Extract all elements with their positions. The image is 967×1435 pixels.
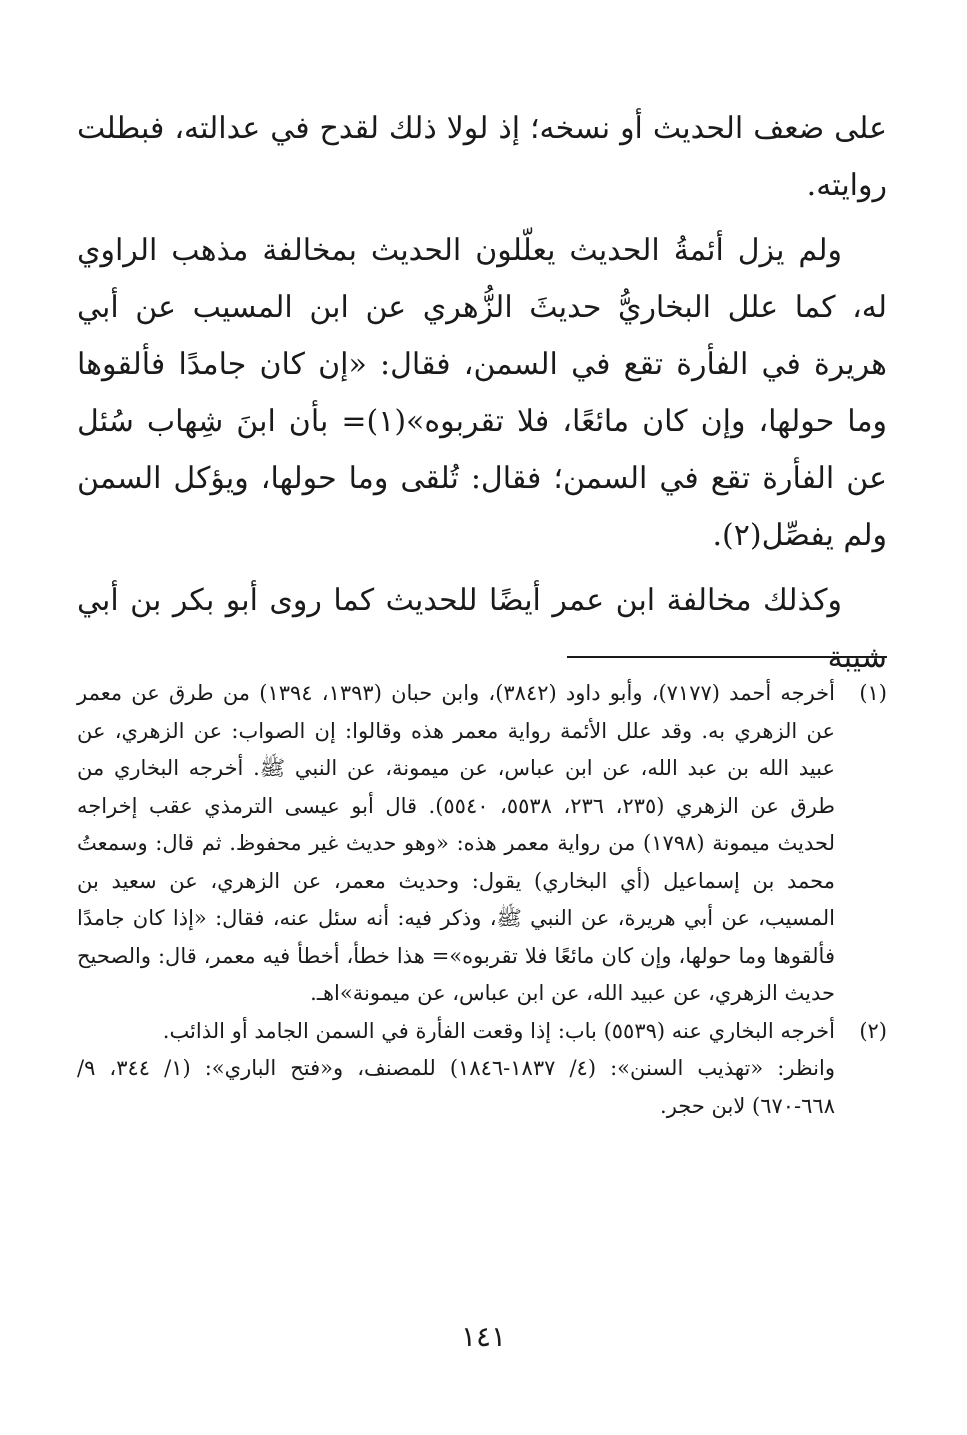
footnote-separator: [567, 656, 887, 658]
paragraph-1: على ضعف الحديث أو نسخه؛ إذ لولا ذلك لقدح في عدالته، فبطلت روايته.: [77, 111, 887, 203]
footnote-number: (١): [859, 681, 887, 705]
footnote-number: (٢): [859, 1018, 887, 1043]
main-text: [77, 100, 887, 686]
paragraph-2: ولم يزل أئمةُ الحديث يعلّلون الحديث بمخالفة مذهب الراوي له، كما علل البخاريُّ حديثَ الزُّهري عن ابن المسيب عن أبي هريرة في الفأرة تقع في السمن، فقال: «إن كان جامدًا فألقوها وما حولها، وإن كان مائعًا، فلا تقربوه»(١)= بأن ابنَ شِهاب سُئل عن الفأرة تقع في السمن؛ فقال: تُلقى وما حولها، ويؤكل السمن ولم يفصِّل(٢).: [77, 233, 887, 553]
footnote-body: [77, 675, 835, 1013]
page-number: ١٤١: [460, 1320, 507, 1353]
footnote-text: أخرجه البخاري عنه (٥٥٣٩) باب: إذا وقعت الفأرة في السمن الجامد أو الذائب.: [162, 1018, 835, 1043]
footnote-1: [77, 675, 887, 1013]
footnote-text: وانظر: «تهذيب السنن»: (٤/ ١٨٣٧-١٨٤٦) للمصنف، و«فتح الباري»: (١/ ٣٤٤، ٩/ ٦٦٨-٦٧٠) لابن حجر.: [77, 1056, 835, 1118]
footnotes: [77, 675, 887, 1125]
footnote-2: [77, 1013, 887, 1126]
footnote-text: أخرجه أحمد (٧١٧٧)، وأبو داود (٣٨٤٢)، وابن حبان (١٣٩٣، ١٣٩٤) من طرق عن معمر عن الزهري به. وقد علل الأئمة رواية معمر هذه وقالوا: إن الصواب: عن الزهري، عن عبيد الله بن عبد الله، عن ابن عباس، عن ميمونة، عن النبي ﷺ. أخرجه البخاري من طرق عن الزهري (٢٣٥، ٢٣٦، ٥٥٣٨، ٥٥٤٠). قال أبو عيسى الترمذي عقب إخراجه لحديث ميمونة (١٧٩٨) من رواية معمر هذه: «وهو حديث غير محفوظ. ثم قال: وسمعتُ محمد بن إسماعيل (أي البخاري) يقول: وحديث معمر، عن الزهري، عن سعيد بن المسيب، عن أبي هريرة، عن النبي ﷺ، وذكر فيه: أنه سئل عنه، فقال: «إذا كان جامدًا فألقوها وما حولها، وإن كان مائعًا فلا تقربوه»= هذا خطأ، أخطأ فيه معمر، قال: والصحيح حديث الزهري، عن عبيد الله، عن ابن عباس، عن ميمونة»اهـ.: [77, 681, 836, 1005]
footnote-body: [77, 1013, 835, 1126]
paragraph-3: وكذلك مخالفة ابن عمر أيضًا للحديث كما روى أبو بكر بن أبي شيبة: [77, 583, 887, 675]
